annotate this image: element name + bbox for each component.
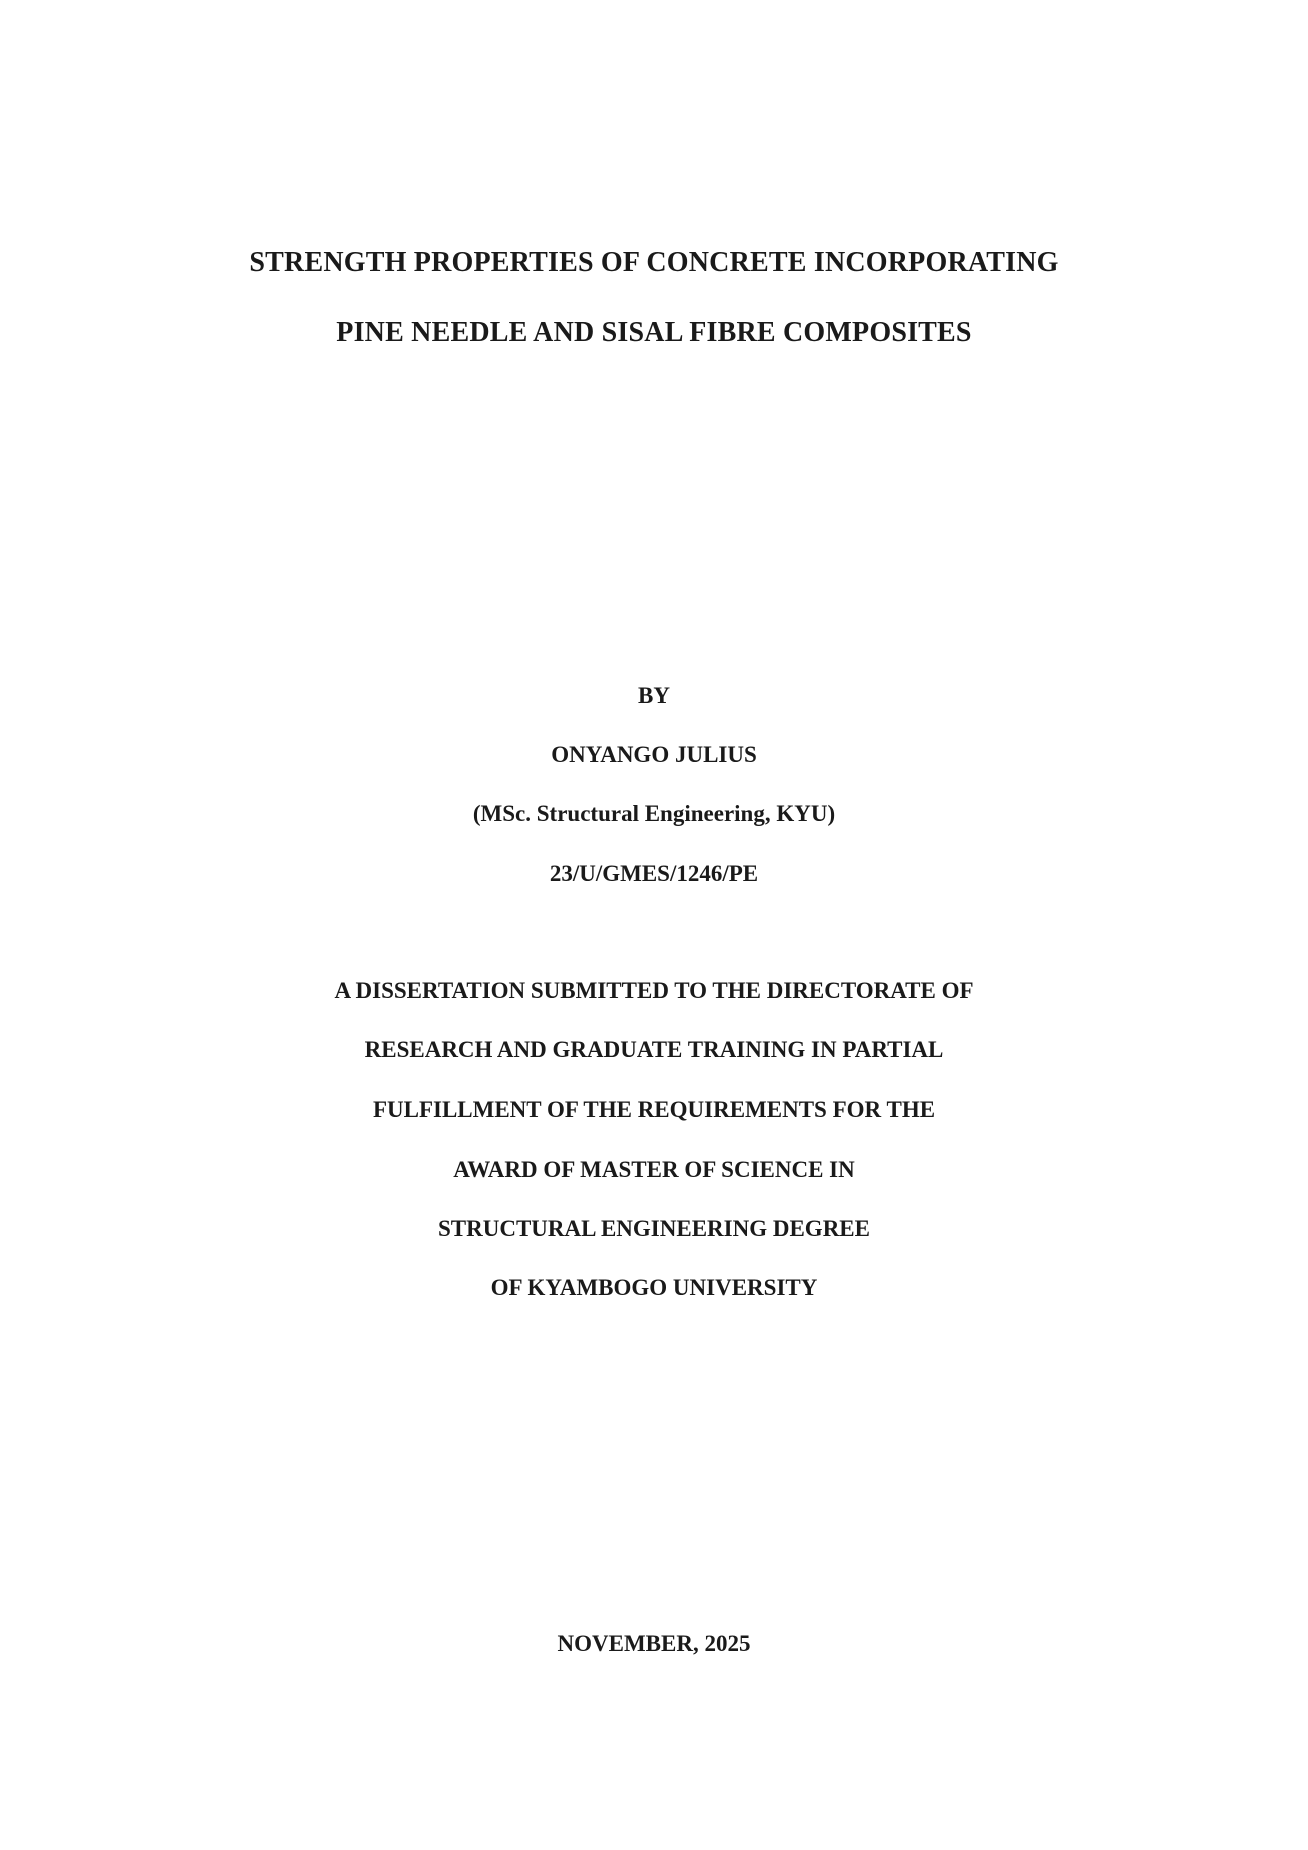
submission-statement-line: FULFILLMENT OF THE REQUIREMENTS FOR THE [372,1097,936,1122]
thesis-title-line-1: STRENGTH PROPERTIES OF CONCRETE INCORPORATING [249,247,1059,278]
submission-statement-line: RESEARCH AND GRADUATE TRAINING IN PARTIAL [364,1037,944,1062]
submission-date: NOVEMBER, 2025 [557,1631,751,1656]
author-degree: (MSc. Structural Engineering, KYU) [472,801,836,826]
registration-number: 23/U/GMES/1246/PE [549,861,759,886]
submission-statement-line: OF KYAMBOGO UNIVERSITY [490,1275,818,1300]
author-name: ONYANGO JULIUS [551,742,757,767]
thesis-title-line-2: PINE NEEDLE AND SISAL FIBRE COMPOSITES [336,317,972,348]
submission-statement-line: STRUCTURAL ENGINEERING DEGREE [438,1216,870,1241]
submission-statement-line: A DISSERTATION SUBMITTED TO THE DIRECTORATE OF [334,978,974,1003]
submission-statement-line: AWARD OF MASTER OF SCIENCE IN [453,1157,855,1182]
by-label: BY [638,683,670,708]
